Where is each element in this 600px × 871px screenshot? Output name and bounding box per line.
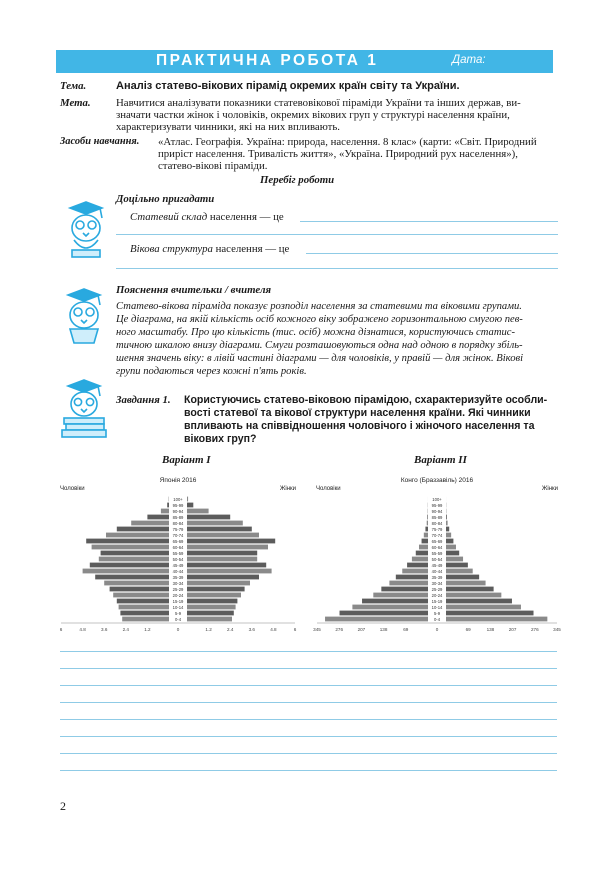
owl-books-icon <box>60 376 110 440</box>
tick-label: 276 <box>530 627 539 632</box>
bar-female <box>446 617 547 622</box>
age-label: 35-39 <box>431 574 443 580</box>
bar-female <box>187 563 266 568</box>
answer-line[interactable] <box>60 770 557 771</box>
answer-line[interactable] <box>60 685 557 686</box>
answer-line[interactable] <box>60 736 557 737</box>
bar-male <box>95 575 169 580</box>
title-banner <box>56 50 553 73</box>
recall-heading: Доцільно пригадати <box>116 193 215 205</box>
bar-female <box>187 521 243 526</box>
age-label: 45-49 <box>172 562 184 568</box>
tick-label: 138 <box>379 627 388 632</box>
bar-male <box>373 593 428 598</box>
tick-label: 0 <box>176 627 180 632</box>
tools-line: приріст населення. Тривалість життя», «Україна. Природний рух населення»), <box>158 148 518 160</box>
bar-male <box>352 605 428 610</box>
recall-question-1: Статевий склад населення — це <box>130 211 284 223</box>
tick-label: 0 <box>435 627 439 632</box>
bar-female <box>187 593 241 598</box>
bar-female <box>446 611 534 616</box>
answer-line[interactable] <box>300 221 558 222</box>
chart-right-label: Жінки <box>541 486 558 492</box>
chart-right-label: Жінки <box>279 486 296 492</box>
bar-female <box>187 581 250 586</box>
bar-female <box>187 617 232 622</box>
page-number: 2 <box>60 799 66 813</box>
variant-2-label: Варіант ІІ <box>414 454 467 466</box>
bar-male <box>389 581 428 586</box>
bar-male <box>381 587 428 592</box>
age-label: 50-54 <box>172 556 184 562</box>
owl-teacher-icon <box>62 198 108 260</box>
tools-line: статево-вікові піраміди. <box>158 160 268 172</box>
tick-label: 1.2 <box>205 627 212 632</box>
age-label: 80-84 <box>172 520 184 526</box>
answer-line[interactable] <box>116 268 558 269</box>
explain-paragraph: Статево-вікова піраміда показує розподіл населення за статевими та віковими групами. Це діаграма, на якій кількість осіб кожного віку зображено горизонтальною смугою пев- ного масштабу. Про цю кількість (тис. осіб) можна дізнатися, користуючись статис- тичною шкалою внизу діаграми. Смуги розташовуються одна над одною в порядку збіль- шення значень віку: в лівій частині діаграми — для чоловіків, у правій — для жінок. Вікові групи подаються через кожні п'ять років. <box>116 301 524 378</box>
bar-male <box>92 545 169 550</box>
bar-female <box>446 581 486 586</box>
age-label: 80-84 <box>431 520 443 526</box>
bar-female <box>446 605 521 610</box>
answer-line[interactable] <box>60 668 557 669</box>
age-label: 65-69 <box>172 538 184 544</box>
bar-male <box>402 569 428 574</box>
bar-female <box>187 539 275 544</box>
bar-male <box>422 539 428 544</box>
tools-line: «Атлас. Географія. Україна: природа, населення. 8 клас» (карти: «Світ. Природний <box>158 136 537 148</box>
progress-heading: Перебіг роботи <box>260 174 335 186</box>
bar-female <box>446 551 459 556</box>
age-label: 5-9 <box>174 610 182 616</box>
age-label: 20-24 <box>172 592 184 598</box>
task-text: Користуючись статево-віковою пірамідою, схарактеризуйте особли- вості статевої та вікової структури населення країни. Які чинники впливають на співвідношення чоловічого і жіночого населення та вікових груп? <box>184 394 548 445</box>
bar-male <box>99 557 169 562</box>
age-label: 15-19 <box>431 598 443 604</box>
age-label: 15-19 <box>172 598 184 604</box>
tick-label: 276 <box>335 627 344 632</box>
age-label: 35-39 <box>172 574 184 580</box>
tick-label: 69 <box>465 627 471 632</box>
bar-female <box>187 569 272 574</box>
variant-1-label: Варіант І <box>162 454 211 466</box>
bar-female <box>187 557 257 562</box>
bar-male <box>131 521 169 526</box>
bar-male <box>117 599 169 604</box>
bar-male <box>362 599 428 604</box>
bar-female <box>446 533 451 538</box>
age-label: 50-54 <box>431 556 443 562</box>
bar-male <box>407 563 428 568</box>
bar-female <box>446 563 468 568</box>
answer-line[interactable] <box>60 702 557 703</box>
bar-male <box>412 557 428 562</box>
answer-line[interactable] <box>60 753 557 754</box>
owl-teacher-icon <box>60 285 106 347</box>
age-label: 10-14 <box>172 604 184 610</box>
age-label: 85-89 <box>172 514 184 520</box>
bar-female <box>187 515 230 520</box>
bar-male <box>427 521 428 526</box>
bar-male <box>104 581 169 586</box>
bar-female <box>187 587 245 592</box>
age-label: 65-69 <box>431 538 443 544</box>
age-label: 55-59 <box>172 550 184 556</box>
tick-label: 207 <box>508 627 517 632</box>
age-label: 0-4 <box>174 616 182 622</box>
goal-line: характеризувати чинники, які на них впливають. <box>116 121 340 133</box>
task-label: Завдання 1. <box>116 394 171 406</box>
age-label: 45-49 <box>431 562 443 568</box>
bar-female <box>187 503 193 508</box>
bar-female <box>446 593 501 598</box>
bar-male <box>122 617 169 622</box>
tick-label: 69 <box>403 627 409 632</box>
age-label: 95-99 <box>431 502 443 508</box>
tick-label: 6 <box>293 627 297 632</box>
bar-female <box>446 569 473 574</box>
bar-male <box>119 605 169 610</box>
bar-female <box>446 587 494 592</box>
bar-male <box>325 617 428 622</box>
bar-female <box>446 515 447 520</box>
bar-male <box>427 515 428 520</box>
bar-male <box>101 551 169 556</box>
tick-label: 3.6 <box>248 627 255 632</box>
age-label: 100+ <box>432 496 442 502</box>
age-label: 25-29 <box>172 586 184 592</box>
bar-female <box>187 497 188 502</box>
bar-male <box>83 569 169 574</box>
bar-male <box>86 539 169 544</box>
age-label: 90-94 <box>172 508 184 514</box>
age-label: 60-64 <box>431 544 443 550</box>
bar-female <box>187 527 252 532</box>
bar-female <box>187 605 236 610</box>
tick-label: 4.8 <box>270 627 277 632</box>
bar-male <box>113 593 169 598</box>
tick-label: 6 <box>59 627 63 632</box>
topic-text: Аналіз статево-вікових пірамід окремих країн світу та України. <box>116 80 460 92</box>
bar-male <box>147 515 169 520</box>
bar-female <box>446 575 479 580</box>
bar-female <box>446 521 448 526</box>
bar-female <box>446 599 512 604</box>
age-label: 90-94 <box>431 508 443 514</box>
age-label: 100+ <box>173 496 183 502</box>
age-label: 70-74 <box>172 532 184 538</box>
bar-male <box>167 503 169 508</box>
answer-line[interactable] <box>60 719 557 720</box>
age-label: 30-34 <box>431 580 443 586</box>
age-label: 70-74 <box>431 532 443 538</box>
age-label: 5-9 <box>433 610 441 616</box>
answer-line[interactable] <box>306 253 558 254</box>
bar-male <box>425 527 428 532</box>
page-title: ПРАКТИЧНА РОБОТА 1 <box>156 52 379 69</box>
answer-line[interactable] <box>60 651 557 652</box>
bar-male <box>416 551 428 556</box>
age-label: 40-44 <box>172 568 184 574</box>
age-label: 40-44 <box>431 568 443 574</box>
age-label: 20-24 <box>431 592 443 598</box>
chart-title: Японія 2016 <box>159 477 197 484</box>
chart-left-label: Чоловіки <box>316 486 341 492</box>
bar-male <box>424 533 428 538</box>
bar-male <box>120 611 169 616</box>
bar-male <box>117 527 169 532</box>
age-label: 0-4 <box>433 616 441 622</box>
pyramid-chart-japan <box>56 474 300 636</box>
tools-label: Засоби навчання. <box>60 136 140 147</box>
goal-label: Мета. <box>60 97 91 109</box>
tick-label: 207 <box>357 627 366 632</box>
age-label: 25-29 <box>431 586 443 592</box>
age-label: 10-14 <box>431 604 443 610</box>
tick-label: 138 <box>486 627 495 632</box>
bar-female <box>187 551 257 556</box>
goal-line: значати частки жінок і чоловіків, окремих вікових груп у структурі населення країни, <box>116 109 510 121</box>
bar-male <box>161 509 169 514</box>
bar-female <box>187 575 259 580</box>
bar-female <box>446 545 456 550</box>
bar-male <box>106 533 169 538</box>
pyramid-chart-congo <box>312 474 562 636</box>
age-label: 75-79 <box>172 526 184 532</box>
tick-label: 345 <box>553 627 561 632</box>
goal-line: Навчитися аналізувати показники статевовікової піраміди України та інших держав, ви- <box>116 97 521 109</box>
bar-female <box>187 533 259 538</box>
tick-label: 2.4 <box>227 627 234 632</box>
age-label: 55-59 <box>431 550 443 556</box>
explain-heading: Пояснення вчительки / вчителя <box>116 284 272 296</box>
date-label: Дата: <box>452 54 486 66</box>
tick-label: 3.6 <box>101 627 108 632</box>
tick-label: 1.2 <box>144 627 151 632</box>
bar-female <box>446 557 463 562</box>
bar-female <box>446 527 449 532</box>
chart-title: Конго (Браззавіль) 2016 <box>400 477 474 484</box>
age-label: 75-79 <box>431 526 443 532</box>
age-label: 95-99 <box>172 502 184 508</box>
recall-question-2: Вікова структура населення — це <box>130 243 290 255</box>
bar-male <box>90 563 169 568</box>
age-label: 85-89 <box>431 514 443 520</box>
tick-label: 345 <box>313 627 321 632</box>
bar-male <box>396 575 428 580</box>
bar-female <box>187 599 237 604</box>
age-label: 60-64 <box>172 544 184 550</box>
tick-label: 2.4 <box>122 627 129 632</box>
answer-line[interactable] <box>116 234 558 235</box>
bar-female <box>187 545 268 550</box>
tick-label: 4.8 <box>79 627 86 632</box>
bar-female <box>187 509 209 514</box>
bar-female <box>187 611 234 616</box>
age-label: 30-34 <box>172 580 184 586</box>
chart-left-label: Чоловіки <box>60 486 85 492</box>
bar-male <box>110 587 169 592</box>
bar-female <box>446 539 453 544</box>
bar-male <box>340 611 428 616</box>
bar-male <box>419 545 428 550</box>
topic-label: Тема. <box>60 80 87 92</box>
